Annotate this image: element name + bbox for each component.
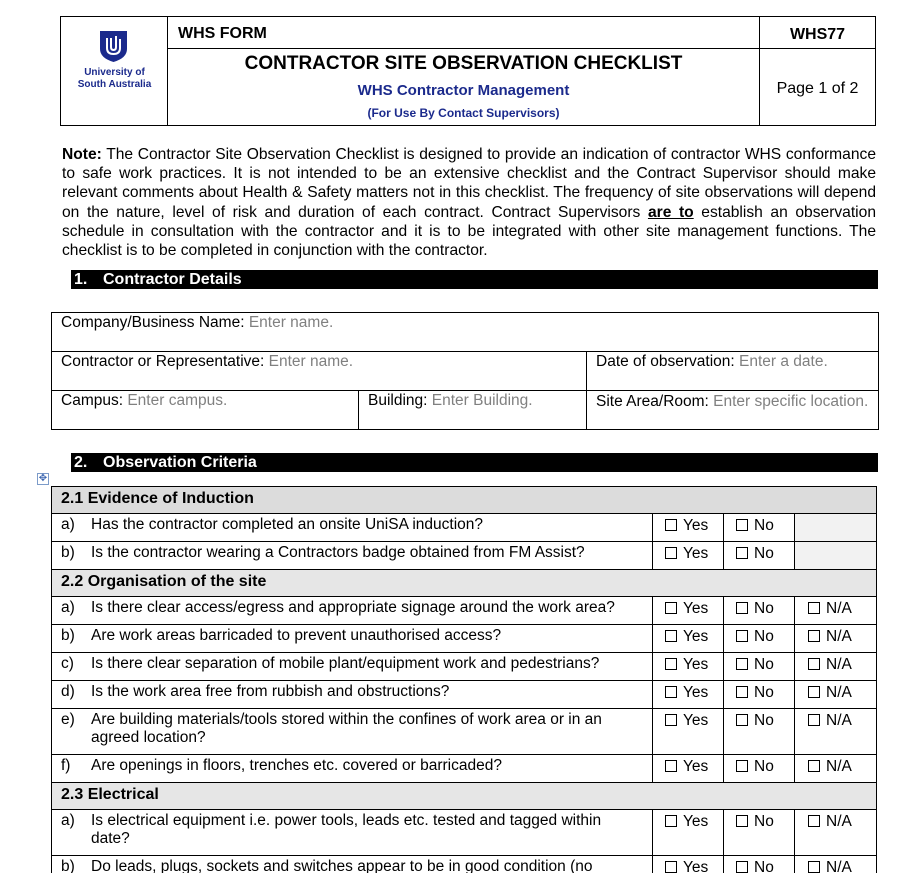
na-checkbox[interactable]: [795, 755, 877, 783]
checkbox-icon: [808, 861, 820, 873]
question-letter: e): [61, 711, 75, 728]
question-text: Is the work area free from rubbish and obstructions?: [91, 683, 450, 700]
checkbox-icon: [808, 815, 820, 827]
question-cell: [52, 755, 653, 783]
empty-cell: [795, 542, 877, 570]
category-row: [52, 487, 877, 514]
category-row: [52, 783, 877, 810]
question-letter: b): [61, 544, 75, 561]
note-text-1: The Contractor Site Observation Checklist is designed to provide an indication of contractor WHS conformance to safe work practices. It is not intended to be an extensive checklist and the Contract Supervisor should make relevant comments about Health & Safety matters not in this checklist. The frequency of site observations will depend on the nature, level of risk and duration of each contract. Contract Supervisors: [62, 146, 876, 221]
no-checkbox[interactable]: [724, 514, 795, 542]
na-checkbox[interactable]: [795, 856, 877, 873]
table-row: [52, 755, 877, 783]
no-checkbox[interactable]: [724, 597, 795, 625]
table-row: [52, 856, 877, 873]
checkbox-icon: [808, 658, 820, 670]
site-area-field[interactable]: [587, 391, 878, 429]
no-label: No: [754, 517, 774, 534]
observation-checklist-table: [51, 486, 877, 873]
question-cell: [52, 709, 653, 755]
contractor-name-label: Contractor or Representative:: [61, 353, 269, 370]
company-name-field[interactable]: [52, 313, 878, 351]
yes-label: Yes: [683, 859, 709, 873]
checkbox-icon: [736, 547, 748, 559]
question-letter: c): [61, 655, 74, 672]
no-label: No: [754, 813, 774, 830]
logo-line-1: University of: [84, 67, 145, 78]
table-row: [52, 625, 877, 653]
question-cell: [52, 681, 653, 709]
question-letter: b): [61, 627, 75, 644]
checkbox-icon: [736, 686, 748, 698]
campus-field[interactable]: [52, 391, 358, 429]
na-label: N/A: [826, 656, 852, 673]
observation-date-placeholder: Enter a date.: [739, 353, 828, 370]
question-text: Is there clear access/egress and appropriate signage around the work area?: [91, 599, 615, 616]
section-title: Contractor Details: [103, 271, 242, 288]
table-row: [52, 542, 877, 570]
table-row: [52, 653, 877, 681]
yes-checkbox[interactable]: [653, 709, 724, 755]
question-cell: [52, 597, 653, 625]
campus-placeholder: Enter campus.: [127, 392, 228, 409]
question-cell: [52, 653, 653, 681]
category-heading: 2.3 Electrical: [52, 783, 877, 810]
campus-label: Campus:: [61, 392, 128, 409]
no-checkbox[interactable]: [724, 856, 795, 873]
checkbox-icon: [665, 686, 677, 698]
question-cell: [52, 856, 653, 873]
audience-note: (For Use By Contact Supervisors): [367, 106, 560, 120]
question-letter: d): [61, 683, 75, 700]
na-label: N/A: [826, 712, 852, 729]
question-text: Do leads, plugs, sockets and switches appear to be in good condition (no: [91, 858, 593, 873]
section-number: 1.: [74, 271, 88, 288]
checkbox-icon: [736, 861, 748, 873]
na-label: N/A: [826, 813, 852, 830]
checkbox-icon: [736, 602, 748, 614]
na-label: N/A: [826, 600, 852, 617]
company-name-label: Company/Business Name:: [61, 314, 249, 331]
question-cell: [52, 810, 653, 856]
question-cell: [52, 514, 653, 542]
empty-cell: [795, 514, 877, 542]
no-label: No: [754, 600, 774, 617]
checkbox-icon: [665, 815, 677, 827]
question-letter: a): [61, 812, 75, 829]
question-cell: [52, 542, 653, 570]
yes-checkbox[interactable]: [653, 597, 724, 625]
site-area-label: Site Area/Room:: [596, 393, 714, 410]
form-header: [60, 16, 876, 126]
yes-label: Yes: [683, 600, 709, 617]
yes-checkbox[interactable]: [653, 514, 724, 542]
table-row: [52, 810, 877, 856]
question-text: Is there clear separation of mobile plant/equipment work and pedestrians?: [91, 655, 600, 672]
section-number: 2.: [74, 454, 88, 471]
question-cell: [52, 625, 653, 653]
question-letter: a): [61, 599, 75, 616]
logo-line-2: South Australia: [77, 79, 152, 90]
page-number: Page 1 of 2: [759, 49, 875, 125]
yes-label: Yes: [683, 712, 709, 729]
checkbox-icon: [665, 760, 677, 772]
yes-label: Yes: [683, 545, 709, 562]
no-label: No: [754, 758, 774, 775]
na-label: N/A: [826, 628, 852, 645]
logo-text: [61, 67, 168, 91]
contractor-name-field[interactable]: [52, 352, 586, 390]
section-heading-observation-criteria: [71, 453, 878, 472]
na-checkbox[interactable]: [795, 810, 877, 856]
checkbox-icon: [736, 815, 748, 827]
checkbox-icon: [736, 519, 748, 531]
yes-checkbox[interactable]: [653, 755, 724, 783]
no-label: No: [754, 628, 774, 645]
no-checkbox[interactable]: [724, 625, 795, 653]
no-label: No: [754, 684, 774, 701]
observation-date-field[interactable]: [587, 352, 878, 390]
question-letter: f): [61, 757, 71, 774]
logo-cell: [61, 17, 168, 125]
observation-date-label: Date of observation:: [596, 353, 740, 370]
no-label: No: [754, 859, 774, 873]
form-label: WHS FORM: [168, 17, 759, 49]
checkbox-icon: [665, 602, 677, 614]
contractor-details-table: [51, 312, 879, 430]
building-label: Building:: [368, 392, 432, 409]
table-row: [52, 681, 877, 709]
yes-checkbox[interactable]: [653, 653, 724, 681]
yes-label: Yes: [683, 656, 709, 673]
note-lead: Note:: [62, 146, 102, 163]
yes-label: Yes: [683, 758, 709, 775]
yes-checkbox[interactable]: [653, 681, 724, 709]
no-label: No: [754, 712, 774, 729]
building-placeholder: Enter Building.: [431, 392, 533, 409]
note-text-2: establish an observation schedule in consultation with the contractor and it is to be integrated with other site management functions. The checklist is to be completed in conjunction with the contractor.: [62, 203, 876, 260]
table-row: [52, 514, 877, 542]
checkbox-icon: [736, 760, 748, 772]
no-checkbox[interactable]: [724, 681, 795, 709]
section-title: Observation Criteria: [103, 454, 257, 471]
page-subtitle: WHS Contractor Management: [357, 82, 570, 99]
yes-checkbox[interactable]: [653, 810, 724, 856]
table-move-handle-icon[interactable]: ✥: [38, 473, 48, 484]
checkbox-icon: [665, 519, 677, 531]
checkbox-icon: [665, 630, 677, 642]
yes-label: Yes: [683, 813, 709, 830]
no-checkbox[interactable]: [724, 709, 795, 755]
question-text: Are building materials/tools stored within the confines of work area or in an agreed location?: [91, 711, 602, 746]
form-code: WHS77: [759, 17, 875, 49]
na-checkbox[interactable]: [795, 653, 877, 681]
question-letter: a): [61, 516, 75, 533]
checkbox-icon: [808, 760, 820, 772]
na-checkbox[interactable]: [795, 681, 877, 709]
contractor-name-placeholder: Enter name.: [268, 353, 354, 370]
na-checkbox[interactable]: [795, 625, 877, 653]
yes-checkbox[interactable]: [653, 856, 724, 873]
note-emphasis: are to: [647, 203, 694, 221]
no-checkbox[interactable]: [724, 542, 795, 570]
table-row: [52, 597, 877, 625]
no-label: No: [754, 545, 774, 562]
question-letter: b): [61, 858, 75, 873]
question-text: Has the contractor completed an onsite UniSA induction?: [91, 516, 484, 533]
checkbox-icon: [665, 547, 677, 559]
na-label: N/A: [826, 684, 852, 701]
yes-checkbox[interactable]: [653, 542, 724, 570]
building-field[interactable]: [359, 391, 586, 429]
yes-label: Yes: [683, 628, 709, 645]
category-row: [52, 570, 877, 597]
checkbox-icon: [808, 602, 820, 614]
table-row: [52, 709, 877, 755]
checkbox-icon: [665, 861, 677, 873]
question-text: Is the contractor wearing a Contractors badge obtained from FM Assist?: [91, 544, 585, 561]
question-text: Is electrical equipment i.e. power tools, leads etc. tested and tagged within date?: [91, 812, 602, 847]
category-heading: 2.2 Organisation of the site: [52, 570, 877, 597]
checkbox-icon: [808, 630, 820, 642]
university-shield-icon: [100, 31, 127, 62]
company-name-placeholder: Enter name.: [248, 314, 334, 331]
question-text: Are work areas barricaded to prevent unauthorised access?: [91, 627, 502, 644]
checkbox-icon: [736, 714, 748, 726]
yes-checkbox[interactable]: [653, 625, 724, 653]
na-checkbox[interactable]: [795, 597, 877, 625]
yes-label: Yes: [683, 517, 709, 534]
page-title: CONTRACTOR SITE OBSERVATION CHECKLIST: [244, 53, 683, 74]
checkbox-icon: [665, 658, 677, 670]
question-text: Are openings in floors, trenches etc. covered or barricaded?: [91, 757, 502, 774]
na-label: N/A: [826, 859, 852, 873]
checkbox-icon: [736, 630, 748, 642]
no-checkbox[interactable]: [724, 810, 795, 856]
section-heading-contractor-details: [71, 270, 878, 289]
note-paragraph: [62, 145, 876, 260]
site-area-placeholder: Enter specific location.: [713, 393, 869, 410]
na-checkbox[interactable]: [795, 709, 877, 755]
checkbox-icon: [808, 686, 820, 698]
yes-label: Yes: [683, 684, 709, 701]
no-checkbox[interactable]: [724, 653, 795, 681]
category-heading: 2.1 Evidence of Induction: [52, 487, 877, 514]
checkbox-icon: [736, 658, 748, 670]
no-checkbox[interactable]: [724, 755, 795, 783]
no-label: No: [754, 656, 774, 673]
checkbox-icon: [808, 714, 820, 726]
na-label: N/A: [826, 758, 852, 775]
checkbox-icon: [665, 714, 677, 726]
